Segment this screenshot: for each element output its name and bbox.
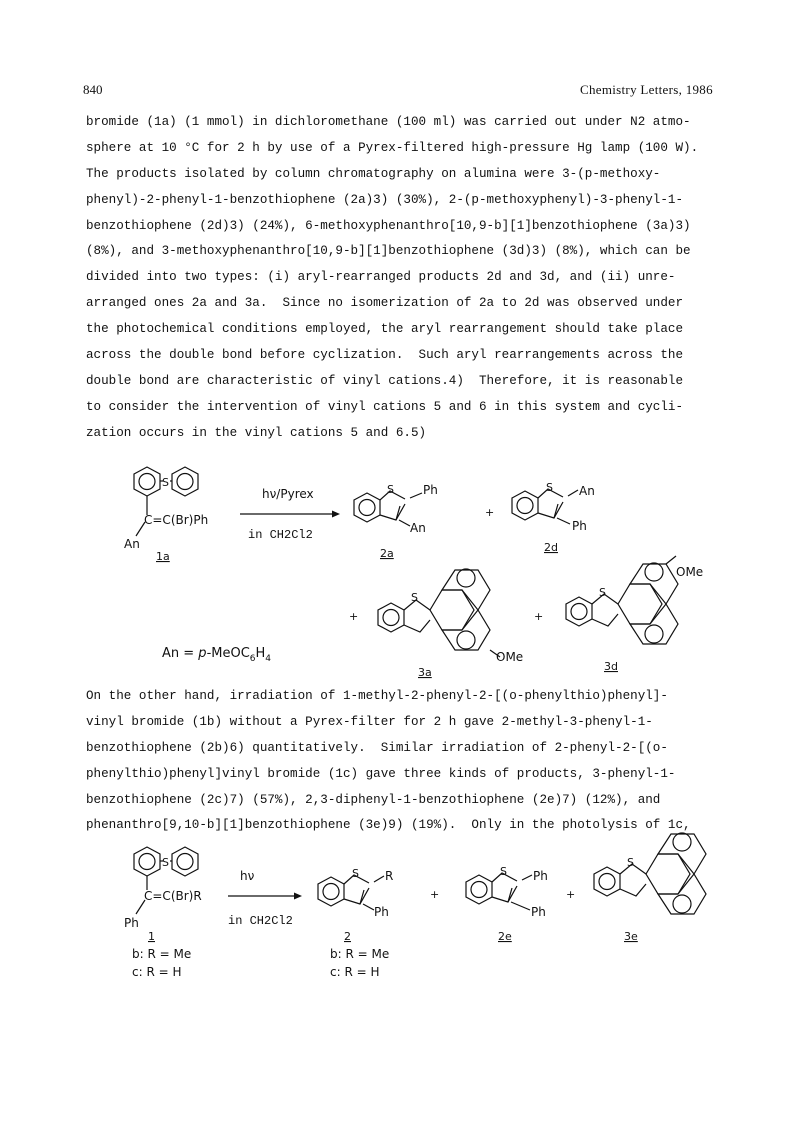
product-3e-label: 3e xyxy=(624,930,638,943)
reactant-group: Ph xyxy=(124,916,139,930)
plus-sign: + xyxy=(534,610,544,623)
product-2e-structure xyxy=(466,873,532,910)
text-line: arranged ones 2a and 3a. Since no isomerization of 2a to 2d was observed under xyxy=(86,296,684,311)
product-3d-structure xyxy=(566,556,678,644)
product-2d-structure xyxy=(512,489,578,524)
sulfur-label: S xyxy=(599,586,606,599)
scheme-1 xyxy=(0,460,793,700)
sulfur-label: S xyxy=(352,867,359,880)
reactant-label: 1a xyxy=(156,550,170,563)
text-line: zation occurs in the vinyl cations 5 and 6.5) xyxy=(86,425,427,440)
journal-name: Chemistry Letters, 1986 xyxy=(580,82,713,97)
arrow-condition-top: hν xyxy=(240,869,255,883)
reactant-substituent: C=C(Br)Ph xyxy=(144,513,209,527)
reactant-option-b: b: R = Me xyxy=(132,947,192,961)
text-line: to consider the intervention of vinyl cations 5 and 6 in this system and cycli- xyxy=(86,399,684,414)
text-line: the photochemical conditions employed, the aryl rearrangement should take place xyxy=(86,322,684,337)
text-line: (8%), and 3-methoxyphenanthro[10,9-b][1]benzothiophene (3d)3) (8%), which can be xyxy=(86,244,691,259)
plus-sign: + xyxy=(485,506,495,519)
sulfur-label: S xyxy=(162,476,169,489)
reaction-arrow-2 xyxy=(228,893,302,900)
sulfur-label: S xyxy=(387,483,394,496)
product-option-b: b: R = Me xyxy=(330,947,390,961)
reactant-group: An xyxy=(124,537,140,551)
text-line: benzothiophene (2d)3) (24%), 6-methoxyphenanthro[10,9-b][1]benzothiophene (3a)3) xyxy=(86,218,691,233)
product-option-c: c: R = H xyxy=(330,965,380,979)
text-line: across the double bond before cyclization. Such aryl rearrangements across the xyxy=(86,348,684,363)
product-2e-substituent-2: Ph xyxy=(531,905,546,919)
product-3a-label: 3a xyxy=(418,666,432,679)
text-line: phenanthro[9,10-b][1]benzothiophene (3e)9) (19%). Only in the photolysis of 1c, xyxy=(86,818,691,833)
product-3a-structure xyxy=(378,569,500,657)
sulfur-label: S xyxy=(162,856,169,869)
product-2a-substituent-1: Ph xyxy=(423,483,438,497)
product-3e-structure xyxy=(594,833,706,914)
arrow-condition-bottom: in CH2Cl2 xyxy=(228,914,293,928)
product-2e-label: 2e xyxy=(498,930,512,943)
product-2d-label: 2d xyxy=(544,541,558,554)
product-3d-substituent: OMe xyxy=(676,565,704,579)
text-line: divided into two types: (i) aryl-rearranged products 2d and 3d, and (ii) unre- xyxy=(86,270,676,285)
sulfur-label: S xyxy=(627,856,634,869)
text-line: The products isolated by column chromatography on alumina were 3-(p-methoxy- xyxy=(86,166,661,181)
text-line: bromide (1a) (1 mmol) in dichloromethane (100 ml) was carried out under N2 atmo- xyxy=(86,115,691,129)
plus-sign: + xyxy=(430,888,440,901)
text-line: sphere at 10 °C for 2 h by use of a Pyrex-filtered high-pressure Hg lamp (100 W). xyxy=(86,140,699,155)
product-2d-substituent-1: An xyxy=(579,484,595,498)
reactant-label: 1 xyxy=(148,930,155,943)
product-2d-substituent-2: Ph xyxy=(572,519,587,533)
arrow-condition-bottom: in CH2Cl2 xyxy=(248,528,313,542)
product-3a-substituent: OMe xyxy=(496,650,524,664)
text-line: benzothiophene (2b)6) quantitatively. Similar irradiation of 2-phenyl-2-[(o- xyxy=(86,740,668,755)
text-line: benzothiophene (2c)7) (57%), 2,3-diphenyl-1-benzothiophene (2e)7) (12%), and xyxy=(86,792,661,807)
plus-sign: + xyxy=(566,888,576,901)
an-definition: $An = p-MeOC_6H_4$ xyxy=(162,646,272,664)
arrow-condition-top: hν/Pyrex xyxy=(262,487,314,501)
text-line: double bond are characteristic of vinyl cations.4) Therefore, it is reasonable xyxy=(86,373,684,388)
reactant-substituent: C=C(Br)R xyxy=(144,889,202,903)
plus-sign: + xyxy=(349,610,359,623)
text-line: On the other hand, irradiation of 1-methyl-2-phenyl-2-[(o-phenylthio)phenyl]- xyxy=(86,689,668,703)
sulfur-label: S xyxy=(546,481,553,494)
paragraph-1 xyxy=(86,110,726,447)
reactant-option-c: c: R = H xyxy=(132,965,182,979)
text-line: phenyl)-2-phenyl-1-benzothiophene (2a)3) (30%), 2-(p-methoxyphenyl)-3-phenyl-1- xyxy=(86,192,684,207)
product-2a-substituent-2: An xyxy=(410,521,426,535)
reaction-arrow-1 xyxy=(240,511,340,518)
product-3d-label: 3d xyxy=(604,660,618,673)
page-number: 840 xyxy=(83,82,103,97)
product-2-label: 2 xyxy=(344,930,351,943)
product-2-substituent-1: R xyxy=(385,869,394,883)
text-line: vinyl bromide (1b) without a Pyrex-filter for 2 h gave 2-methyl-3-phenyl-1- xyxy=(86,714,653,729)
paragraph-2 xyxy=(86,684,726,839)
product-2e-substituent-1: Ph xyxy=(533,869,548,883)
product-2a-label: 2a xyxy=(380,547,394,560)
product-2-substituent-2: Ph xyxy=(374,905,389,919)
text-line: phenylthio)phenyl]vinyl bromide (1c) gave three kinds of products, 3-phenyl-1- xyxy=(86,766,676,781)
scheme-2 xyxy=(0,840,793,1000)
sulfur-label: S xyxy=(411,591,418,604)
sulfur-label: S xyxy=(500,865,507,878)
